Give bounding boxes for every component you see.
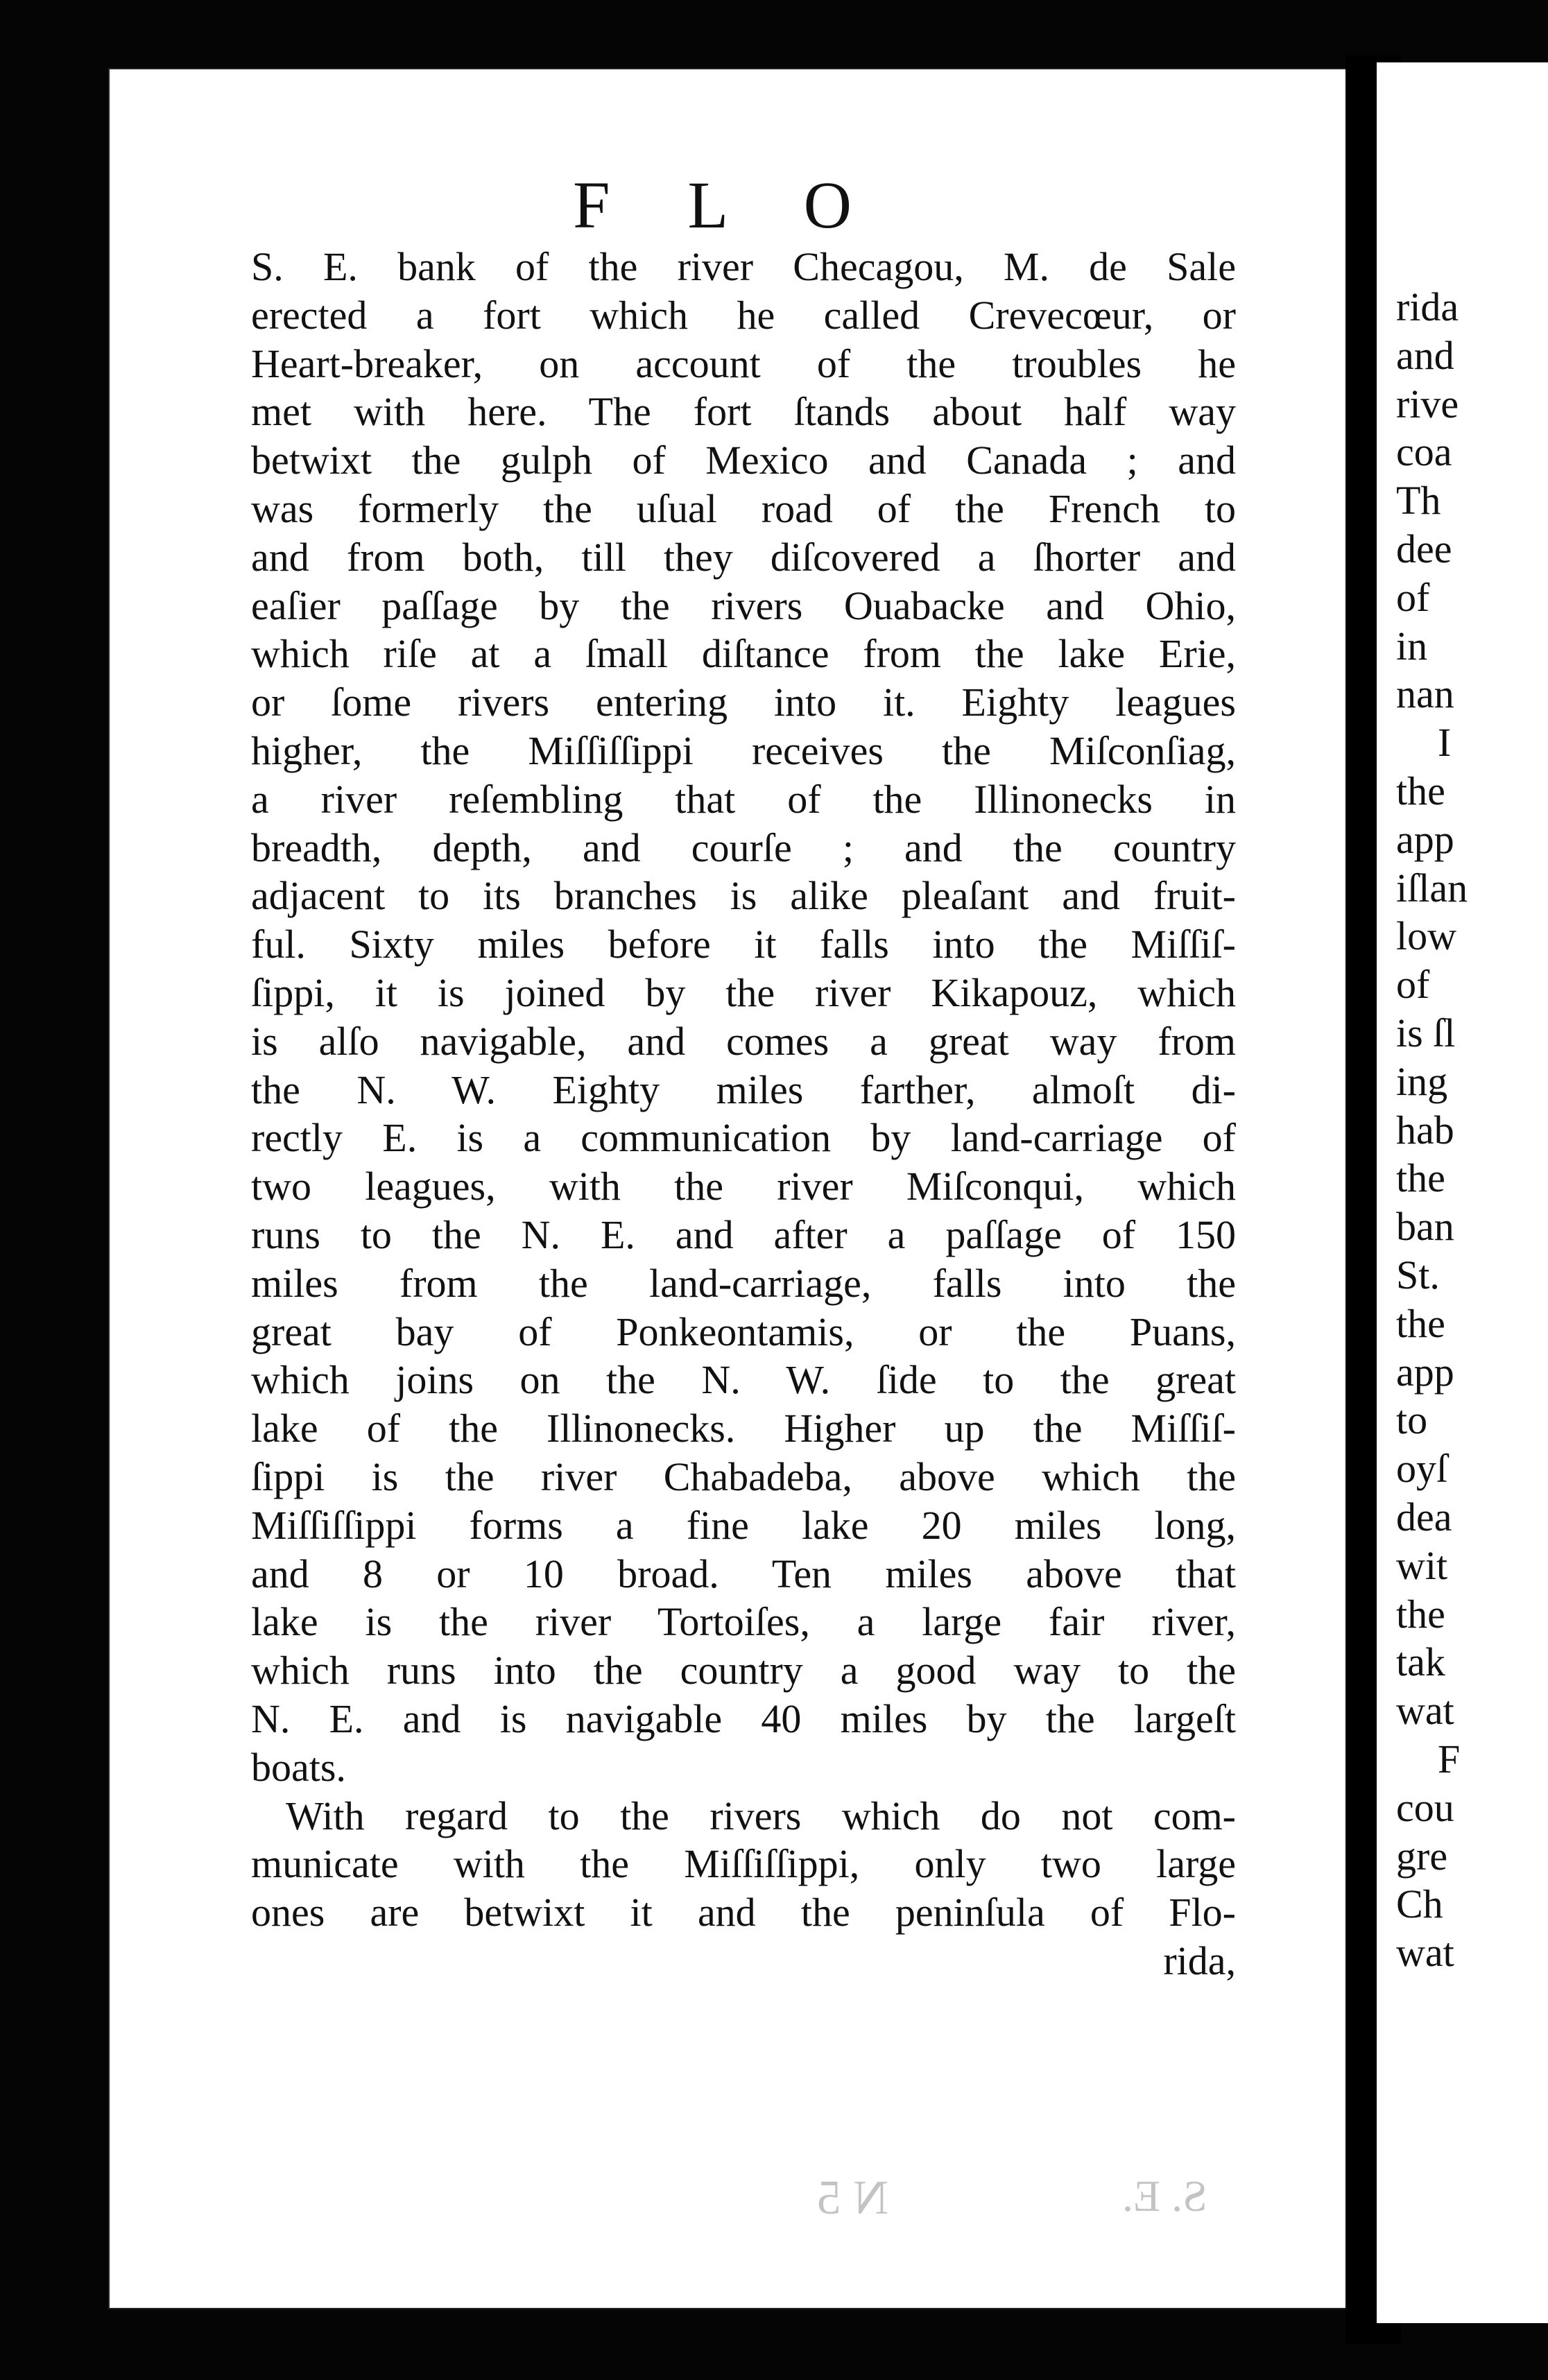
text-line: cou xyxy=(1396,1784,1454,1830)
text-line: ſippi, it is joined by the river Kikapouz, which xyxy=(251,969,1236,1015)
text-line: and from both, till they diſcovered a ſhorter and xyxy=(251,534,1236,580)
text-line: app xyxy=(1396,816,1454,862)
text-line: municate with the Miſſiſſippi, only two large xyxy=(251,1841,1236,1887)
text-line: With regard to the rivers which do not com- xyxy=(286,1793,1236,1838)
text-line: low xyxy=(1396,913,1456,959)
text-line: ful. Sixty miles before it falls into the Miſſiſ- xyxy=(251,922,1236,967)
text-line: rida xyxy=(1396,284,1459,329)
text-line: in xyxy=(1396,623,1428,669)
text-line: nan xyxy=(1396,671,1454,717)
text-line: wat xyxy=(1396,1930,1454,1976)
text-line: coa xyxy=(1396,429,1452,475)
text-line: the xyxy=(1396,1155,1445,1201)
right-page-partial xyxy=(1377,62,1548,2323)
text-line: which joins on the N. W. ſide to the great xyxy=(251,1357,1236,1403)
text-line: adjacent to its branches is alike pleaſant and fruit- xyxy=(251,873,1236,919)
running-head: F L O xyxy=(573,168,882,242)
text-line: great bay of Ponkeontamis, or the Puans, xyxy=(251,1309,1236,1354)
text-line: wat xyxy=(1396,1688,1454,1734)
text-line: runs to the N. E. and after a paſſage of 150 xyxy=(251,1211,1236,1257)
text-line: of xyxy=(1396,574,1430,620)
text-line: met with here. The fort ſtands about half way xyxy=(251,389,1236,435)
text-line: N. E. and is navigable 40 miles by the largeſt xyxy=(251,1696,1236,1741)
text-line: rida, xyxy=(1163,1938,1236,1983)
text-line: oyſ xyxy=(1396,1446,1448,1492)
text-line: ing xyxy=(1396,1058,1448,1104)
text-line: gre xyxy=(1396,1833,1448,1879)
text-line: which riſe at a ſmall diſtance from the lake Erie, xyxy=(251,631,1236,677)
text-line: the xyxy=(1396,1591,1445,1637)
text-line: of xyxy=(1396,962,1430,1008)
right-page-text xyxy=(1396,283,1468,1977)
text-line: dea xyxy=(1396,1494,1452,1540)
text-line: was formerly the uſual road of the French to xyxy=(251,485,1236,531)
text-line: I xyxy=(1438,720,1452,766)
text-line: St. xyxy=(1396,1252,1440,1297)
text-line: the xyxy=(1396,768,1445,813)
text-line: higher, the Miſſiſſippi receives the Miſconſiag, xyxy=(251,727,1236,773)
text-line: app xyxy=(1396,1349,1454,1395)
text-line: lake is the river Tortoiſes, a large fair river, xyxy=(251,1599,1236,1645)
text-line: to xyxy=(1396,1397,1428,1443)
text-line: rive xyxy=(1396,381,1459,426)
text-line: ban xyxy=(1396,1204,1454,1250)
text-line: F xyxy=(1438,1736,1461,1782)
text-line: Th xyxy=(1396,478,1441,524)
text-line: eaſier paſſage by the rivers Ouabacke and Ohio, xyxy=(251,583,1236,628)
text-line: ones are betwixt it and the peninſula of Flo- xyxy=(251,1890,1236,1935)
text-line: lake of the Illinonecks. Higher up the Miſſiſ- xyxy=(251,1406,1236,1451)
text-line: which runs into the country a good way to the xyxy=(251,1648,1236,1693)
text-line: wit xyxy=(1396,1542,1448,1588)
show-through-catchword: S. E. xyxy=(1122,2171,1207,2221)
text-line: breadth, depth, and courſe ; and the country xyxy=(251,825,1236,870)
text-line: S. E. bank of the river Checagou, M. de Sale xyxy=(251,244,1236,289)
text-line: is ſl xyxy=(1396,1010,1456,1055)
text-line: Ch xyxy=(1396,1881,1443,1927)
show-through-signature: N 5 xyxy=(817,2171,889,2225)
text-line: is alſo navigable, and comes a great way from xyxy=(251,1018,1236,1064)
text-line: the xyxy=(1396,1300,1445,1346)
text-line: iſlan xyxy=(1396,865,1468,911)
text-line: Miſſiſſippi forms a fine lake 20 miles long, xyxy=(251,1502,1236,1548)
text-line: two leagues, with the river Miſconqui, which xyxy=(251,1164,1236,1209)
text-line: a river reſembling that of the Illinonecks in xyxy=(251,776,1236,822)
text-line: Heart-breaker, on account of the troubles he xyxy=(251,340,1236,386)
text-line: or ſome rivers entering into it. Eighty leagues xyxy=(251,680,1236,725)
left-page xyxy=(110,69,1345,2308)
left-page-text xyxy=(251,243,1236,1985)
text-line: hab xyxy=(1396,1107,1454,1153)
text-line: betwixt the gulph of Mexico and Canada ; and xyxy=(251,438,1236,483)
text-line: tak xyxy=(1396,1639,1445,1685)
text-line: dee xyxy=(1396,526,1452,571)
text-line: and xyxy=(1396,332,1454,378)
text-line: and 8 or 10 broad. Ten miles above that xyxy=(251,1551,1236,1596)
text-line: erected a fort which he called Crevecœur, or xyxy=(251,292,1236,338)
text-line: miles from the land-carriage, falls into the xyxy=(251,1260,1236,1306)
text-line: the N. W. Eighty miles farther, almoſt di- xyxy=(251,1067,1236,1112)
text-line: boats. xyxy=(251,1744,346,1790)
text-line: ſippi is the river Chabadeba, above which the xyxy=(251,1454,1236,1499)
text-line: rectly E. is a communication by land-carriage of xyxy=(251,1115,1236,1161)
